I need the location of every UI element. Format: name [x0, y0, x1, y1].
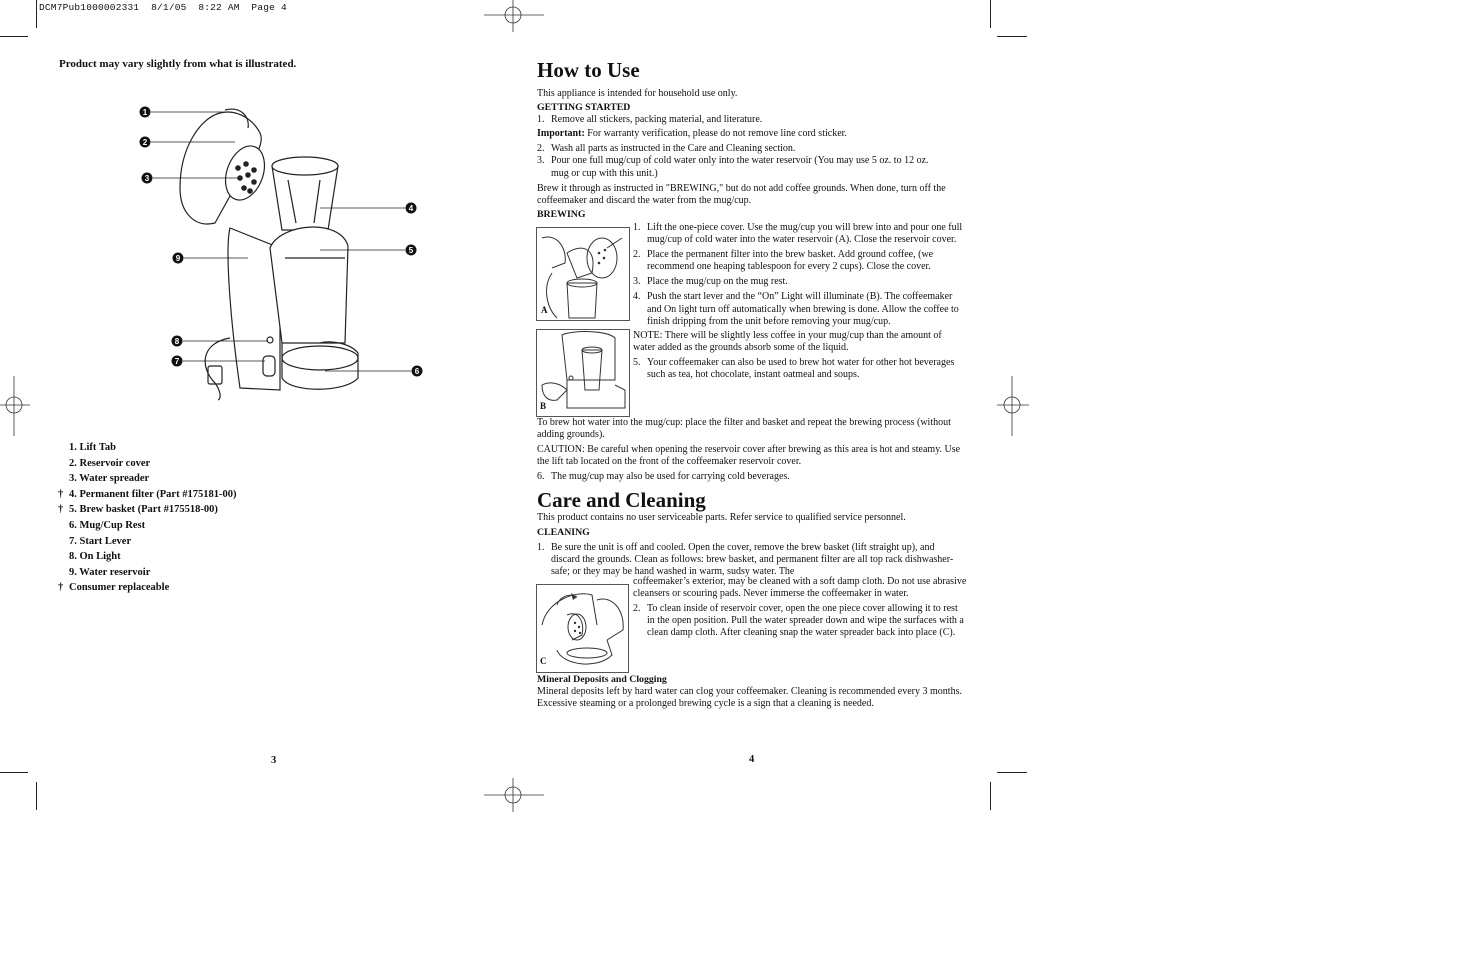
brew-through-text: Brew it through as instructed in "BREWING," but do not add coffee grounds. When done, turn off the coffeemaker and discard the water from the mug/cup.	[537, 182, 946, 206]
list-item: 5. Your coffeemaker can also be used to brew hot water for other hot beverages such as tea, hot chocolate, instant oatmeal and soups.	[633, 356, 955, 381]
figure-label: B	[540, 401, 547, 411]
cleaning-steps	[633, 576, 967, 639]
crop-mark	[0, 772, 28, 773]
parts-list-item: 3. Water spreader	[69, 473, 150, 485]
parts-list-item: 6. Mug/Cup Rest	[69, 519, 146, 531]
list-item: 2. To clean inside of reservoir cover, open the one piece cover allowing it to rest in the open position. Pull the water spreader down and wipe the surfaces with a clean damp cloth. After cleaning snap the water spreader back into place (C).	[633, 603, 964, 639]
start-lever-illustration	[537, 330, 629, 416]
list-item: 6. The mug/cup may also be used for carrying cold beverages.	[537, 471, 790, 483]
page-number-right: 4	[749, 754, 755, 765]
list-item: 2. Place the permanent filter into the brew basket. Add ground coffee, (we recommend one heaping tablespoon for every 2 cups). Close the cover.	[633, 249, 934, 273]
mineral-section	[537, 674, 967, 710]
cleaning-continued-text: coffeemaker’s exterior, may be cleaned with a soft damp cloth. Do not use abrasive cleansers or scouring pads. Never immerse the coffeemaker in water.	[633, 576, 967, 600]
care-section	[537, 488, 967, 578]
list-item: 1. Remove all stickers, packing material, and literature.	[537, 114, 763, 126]
callout-label: 8	[174, 337, 180, 346]
section-title-care-and-cleaning: Care and Cleaning	[537, 488, 706, 512]
figure-c	[536, 584, 629, 673]
callout-label: 2	[142, 138, 148, 147]
crop-mark	[36, 0, 37, 28]
getting-started-heading: GETTING STARTED	[537, 102, 631, 114]
brewing-heading: BREWING	[537, 208, 586, 220]
intro-text: This appliance is intended for household use only.	[537, 88, 738, 99]
parts-list-item: 9. Water reservoir	[69, 566, 151, 578]
parts-list-item: 8. On Light	[69, 551, 121, 563]
crop-mark	[0, 36, 28, 37]
crop-mark	[990, 782, 991, 810]
callout-label: 4	[408, 204, 414, 213]
figure-a	[536, 227, 630, 321]
list-item: 4. Push the start lever and the “On” Light will illuminate (B). The coffeemaker and On light turn off automatically when brewing is done. Allow the coffee to finish dripping from the unit before removing your mug/cup.	[633, 291, 959, 327]
list-item: 3. Place the mug/cup on the mug rest.	[633, 276, 788, 288]
important-note: Important: For warranty verification, please do not remove line cord sticker.	[537, 128, 847, 140]
care-intro-text: This product contains no user serviceable parts. Refer service to qualified service personnel.	[537, 512, 906, 523]
brewing-steps	[633, 222, 963, 381]
coffeemaker-illustration	[130, 98, 430, 403]
callout-label: 3	[144, 174, 150, 183]
parts-list-item: 2. Reservoir cover	[69, 457, 151, 469]
registration-mark	[997, 376, 1029, 436]
cleaning-heading: CLEANING	[537, 527, 590, 539]
mineral-heading: Mineral Deposits and Clogging	[537, 674, 667, 685]
how-to-use-section	[537, 58, 967, 221]
note-text: NOTE: There will be slightly less coffee in your mug/cup than the amount of water added as the grounds absorb some of the liquid.	[633, 329, 942, 353]
list-item: 3. Pour one full mug/cup of cold water only into the water reservoir (You may use 5 oz. to 12 oz. mug or cup with this unit.)	[537, 155, 929, 179]
parts-list	[58, 440, 236, 596]
parts-list-item: † 5. Brew basket (Part #175518-00)	[58, 504, 218, 516]
pour-water-illustration	[537, 228, 629, 320]
crop-mark	[36, 782, 37, 810]
callout-label: 6	[414, 367, 420, 376]
brewing-notes	[537, 417, 967, 483]
parts-list-footnote: † Consumer replaceable	[58, 582, 170, 594]
registration-mark	[484, 778, 544, 812]
clean-spreader-illustration	[537, 585, 628, 672]
caution-text: CAUTION: Be careful when opening the reservoir cover after brewing as this area is hot and steamy. Use the lift tab located on the front of the coffeemaker reservoir cover.	[537, 444, 961, 468]
list-item: 2. Wash all parts as instructed in the Care and Cleaning section.	[537, 143, 796, 155]
crop-mark	[990, 0, 991, 28]
mineral-text: Mineral deposits left by hard water can clog your coffeemaker. Cleaning is recommended every 3 months. Excessive steaming or a prolonged brewing cycle is a sign that a cleaning is needed.	[537, 686, 962, 710]
figure-label: C	[540, 656, 547, 666]
parts-list-item: 7. Start Lever	[69, 535, 132, 547]
callout-label: 5	[408, 246, 414, 255]
crop-mark	[997, 36, 1027, 37]
illustration-caption: Product may vary slightly from what is illustrated.	[59, 58, 297, 70]
figure-label: A	[541, 305, 548, 315]
printer-slug: DCM7Pub1000002331 8/1/05 8:22 AM Page 4	[39, 2, 287, 13]
callout-label: 7	[174, 357, 180, 366]
parts-list-item: † 4. Permanent filter (Part #175181-00)	[58, 488, 237, 500]
registration-mark	[484, 0, 544, 32]
list-item: 1. Be sure the unit is off and cooled. Open the cover, remove the brew basket (lift straight up), and discard the grounds. Clean as follows: brew basket, and permanent filter are all top rack dishwasher-safe; or they may be hand washed in warm, sudsy water. The	[537, 542, 954, 578]
section-title-how-to-use: How to Use	[537, 58, 640, 82]
callout-label: 1	[142, 108, 148, 117]
page-number-left: 3	[271, 755, 277, 766]
hot-water-text: To brew hot water into the mug/cup: place the filter and basket and repeat the brewing process (without adding grounds).	[537, 417, 951, 441]
list-item: 1. Lift the one-piece cover. Use the mug/cup you will brew into and pour one full mug/cup of cold water into the water reservoir (A). Close the reservoir cover.	[633, 222, 963, 246]
crop-mark	[997, 772, 1027, 773]
registration-mark	[0, 376, 30, 436]
callout-label: 9	[175, 254, 181, 263]
parts-list-item: 1. Lift Tab	[69, 442, 116, 453]
figure-b	[536, 329, 630, 417]
